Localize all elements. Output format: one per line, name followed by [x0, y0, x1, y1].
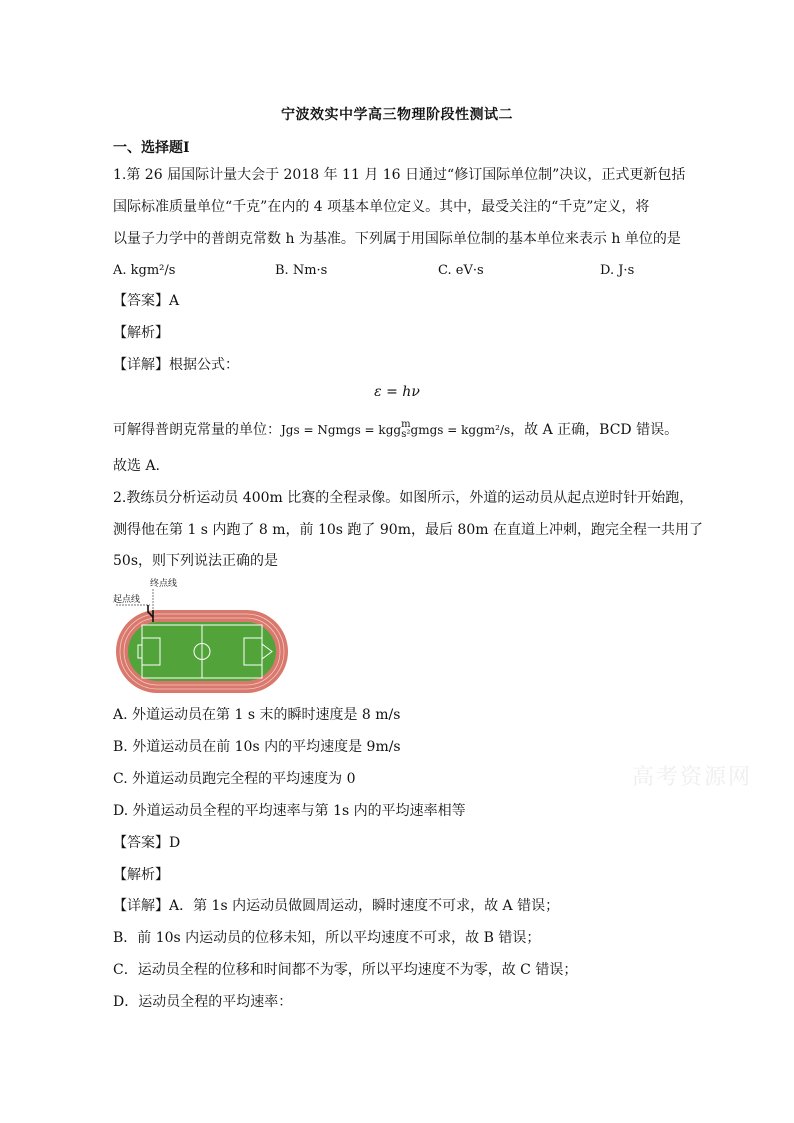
q1-frac-numerator: m: [401, 419, 411, 430]
q1-derive-formula-a: Jgs = Ngmgs = kgg: [281, 423, 402, 437]
q1-analysis: 【解析】: [113, 325, 169, 341]
section-heading: 一、选择题Ⅰ: [113, 140, 190, 156]
q1-option-d: D. J·s: [600, 263, 635, 278]
track-figure: [112, 574, 292, 696]
q2-option-d: D. 外道运动员全程的平均速率与第 1s 内的平均速率相等: [113, 803, 466, 819]
q1-derive-formula-b: gmgs = kggm²/s: [410, 423, 511, 437]
q2-answer: 【答案】D: [113, 835, 181, 851]
q2-detail-b: B．前 10s 内运动员的位移未知，所以平均速度不可求，故 B 错误；: [113, 930, 541, 946]
q1-line-1: 1.第 26 届国际计量大会于 2018 年 11 月 16 日通过“修订国际单位制”决议，正式更新包括: [113, 167, 686, 183]
q1-option-b: B. Nm·s: [275, 263, 328, 278]
q2-line-2: 测得他在第 1 s 内跑了 8 m，前 10s 跑了 90m，最后 80m 在直道上冲刺，跑完全程一共用了: [113, 522, 703, 538]
q2-detail-a: 【详解】A．第 1s 内运动员做圆周运动，瞬时速度不可求，故 A 错误；: [113, 898, 560, 914]
q2-option-c: C. 外道运动员跑完全程的平均速度为 0: [113, 771, 356, 787]
q1-conclusion: 故选 A.: [113, 458, 161, 474]
page-title: 宁波效实中学高三物理阶段性测试二: [281, 107, 513, 123]
q1-derive-fraction: [401, 420, 410, 440]
q1-line-3: 以量子力学中的普朗克常数 h 为基准。下列属于用国际单位制的基本单位来表示 h 单位的是: [113, 231, 681, 247]
q2-analysis: 【解析】: [113, 867, 169, 883]
q1-frac-denominator: s²: [401, 429, 411, 440]
q2-option-b: B. 外道运动员在前 10s 内的平均速度是 9m/s: [113, 739, 401, 755]
start-line-label: 起点线: [113, 595, 141, 605]
q2-line-1: 2.教练员分析运动员 400m 比赛的全程录像。如图所示，外道的运动员从起点逆时针开始跑，: [113, 490, 694, 506]
finish-line-label: 终点线: [150, 579, 178, 589]
q2-detail-c: C．运动员全程的位移和时间都不为零，所以平均速度不为零，故 C 错误；: [113, 962, 578, 978]
q1-option-a: A. kgm²/s: [113, 263, 176, 278]
q1-line-2: 国际标准质量单位“千克”在内的 4 项基本单位定义。其中，最受关注的“千克”定义，将: [113, 199, 650, 215]
q1-answer: 【答案】A: [113, 293, 180, 309]
q1-derive-prefix: 可解得普朗克常量的单位：: [113, 422, 281, 438]
q1-formula: ε = hν: [374, 384, 420, 400]
q1-derivation: [113, 420, 693, 440]
q2-line-3: 50s，则下列说法正确的是: [113, 553, 278, 569]
watermark: 高考资源网: [632, 765, 753, 790]
q2-detail-d: D．运动员全程的平均速率：: [113, 994, 293, 1010]
q2-option-a: A. 外道运动员在第 1 s 末的瞬时速度是 8 m/s: [113, 707, 401, 723]
q1-detail: 【详解】根据公式：: [113, 357, 239, 373]
q1-derive-suffix: ，故 A 正确，BCD 错误。: [510, 422, 679, 438]
q1-option-c: C. eV·s: [438, 263, 484, 278]
